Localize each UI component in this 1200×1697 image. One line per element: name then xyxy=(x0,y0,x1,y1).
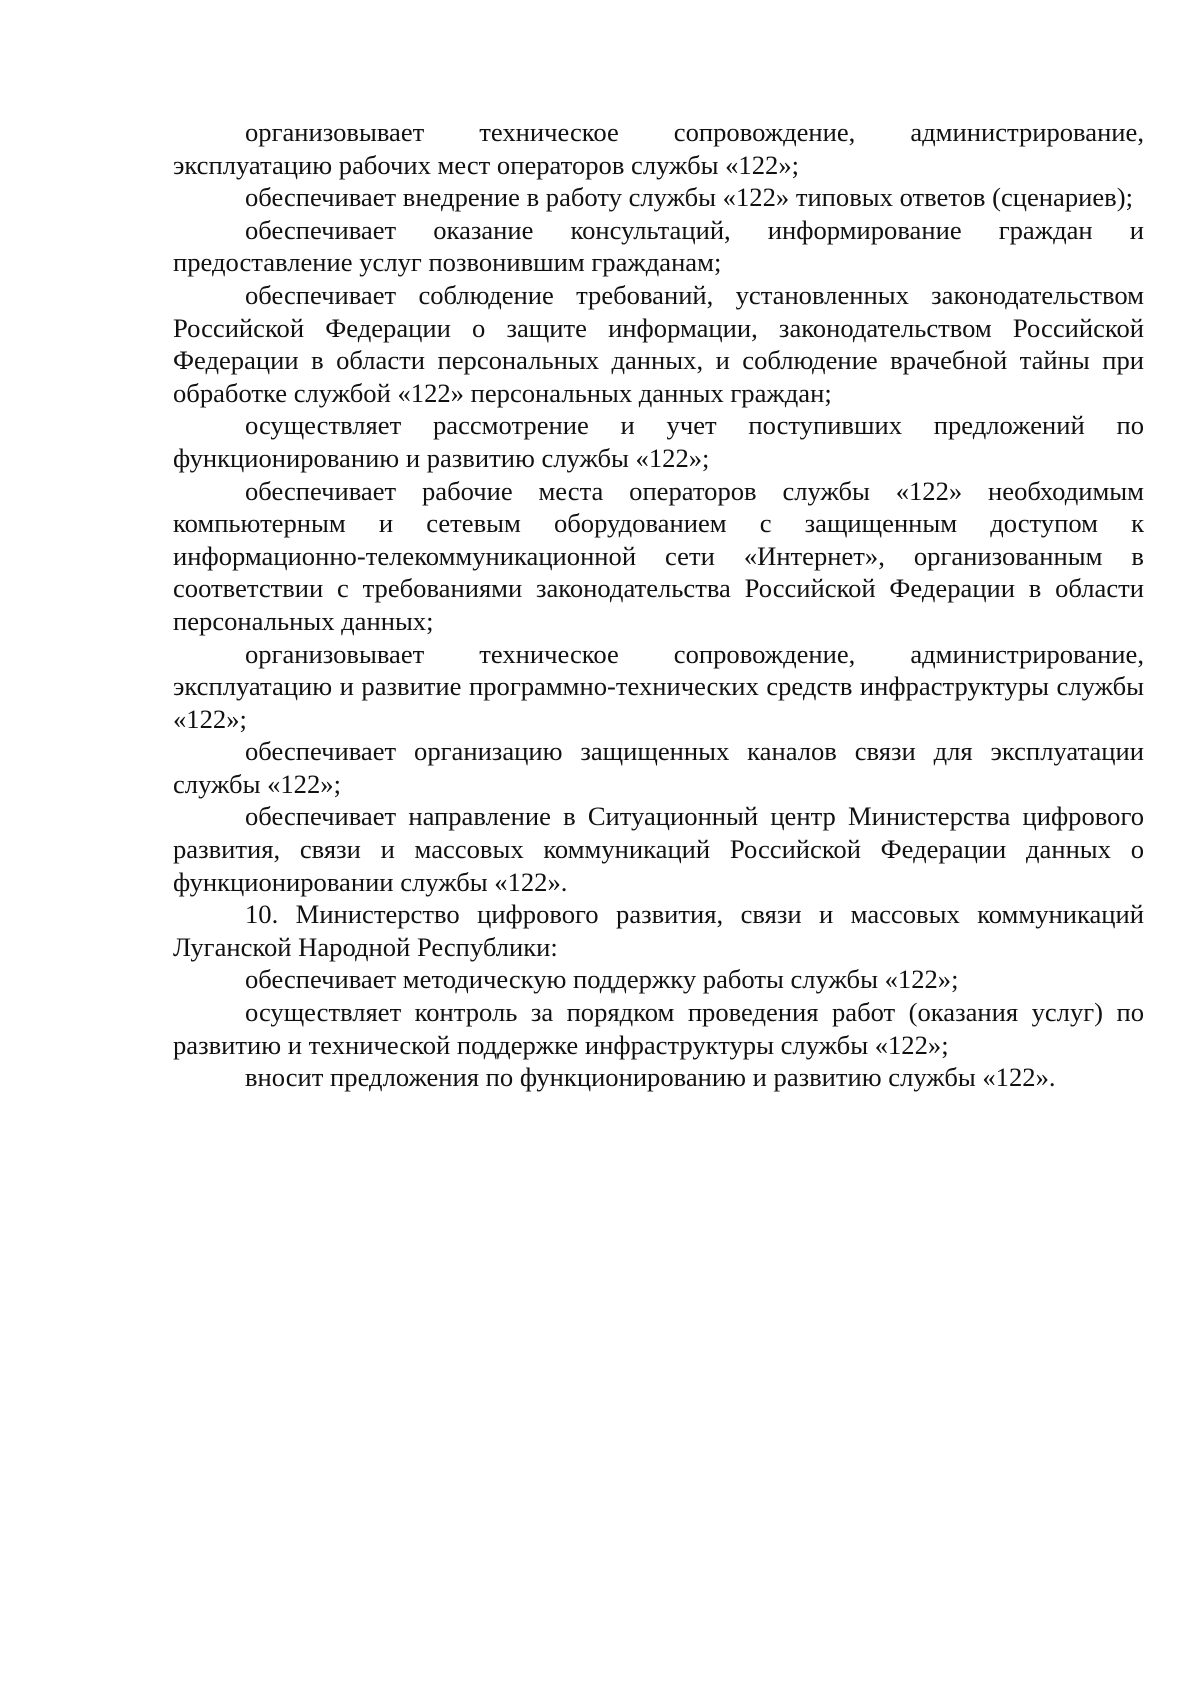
paragraph: осуществляет контроль за порядком проведения работ (оказания услуг) по развитию и технической поддержке инфраструктуры службы «122»; xyxy=(173,997,1144,1060)
paragraph: обеспечивает методическую поддержку работы службы «122»; xyxy=(245,964,959,995)
paragraph: обеспечивает оказание консультаций, информирование граждан и предоставление услуг позвонившим гражданам; xyxy=(173,214,1144,278)
paragraph: обеспечивает организацию защищенных каналов связи для эксплуатации службы «122»; xyxy=(173,736,1144,799)
paragraph: обеспечивает направление в Ситуационный центр Министерства цифрового развития, связи и массовых коммуникаций Российской Федерации данных о функционировании службы «122». xyxy=(173,801,1144,897)
paragraph: обеспечивает внедрение в работу службы «122» типовых ответов (сценариев); xyxy=(245,182,1133,213)
paragraph: организовывает техническое сопровождение, администрирование, эксплуатацию и развитие программно-технических средств инфраструктуры службы «122»; xyxy=(173,638,1144,734)
document-body xyxy=(173,116,1144,1094)
paragraph: осуществляет рассмотрение и учет поступивших предложений по функционированию и развитию службы «122»; xyxy=(173,410,1144,473)
paragraph: вносит предложения по функционированию и развитию службы «122». xyxy=(245,1062,1056,1093)
paragraph: обеспечивает соблюдение требований, установленных законодательством Российской Федерации о защите информации, законодательством Российской Федерации в области персональных данных, и соблюдение врачебной тайны при обработке службой «122» персональных данных граждан; xyxy=(173,279,1144,408)
section-10-paragraph: 10. Министерство цифрового развития, связи и массовых коммуникаций Луганской Народной Республики: xyxy=(173,899,1144,962)
paragraph: организовывает техническое сопровождение, администрирование, эксплуатацию рабочих мест операторов службы «122»; xyxy=(173,117,1144,180)
paragraph: обеспечивает рабочие места операторов службы «122» необходимым компьютерным и сетевым оборудованием с защищенным доступом к информационно-телекоммуникационной сети «Интернет», организованным в соответствии с требованиями законодательства Российской Федерации в области персональных данных; xyxy=(173,475,1144,636)
